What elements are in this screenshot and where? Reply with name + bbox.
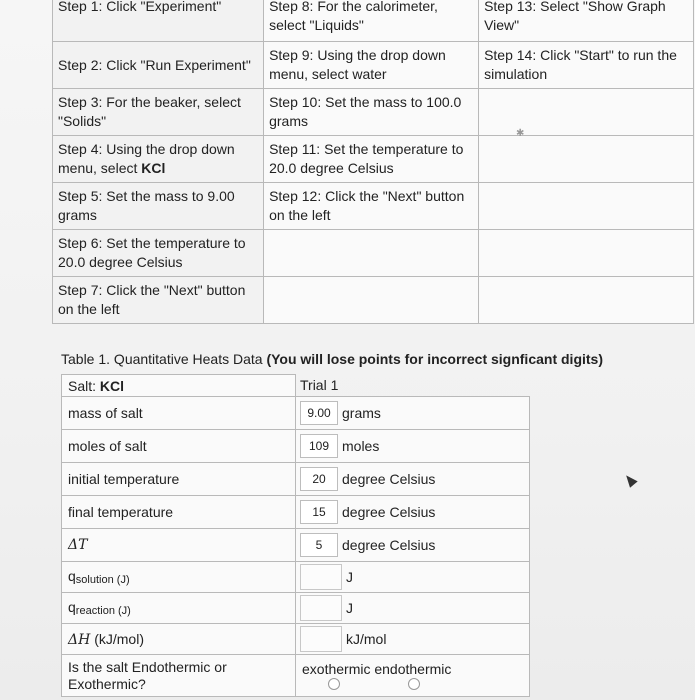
delta-h-symbol: ΔH — [68, 631, 91, 648]
mass-input[interactable]: 9.00 — [300, 401, 338, 425]
row-label: moles of salt — [62, 430, 296, 463]
value-cell — [296, 624, 530, 655]
row-label: final temperature — [62, 496, 296, 529]
step-cell — [479, 183, 694, 230]
delta-t-input[interactable]: 5 — [300, 533, 338, 557]
table-row — [62, 463, 530, 496]
q-subscript: solution — [75, 574, 114, 586]
steps-row — [53, 136, 694, 183]
step-cell: Step 8: For the calorimeter, select "Liquids" — [264, 0, 479, 42]
q-unit: (J) — [113, 574, 130, 586]
q-symbol: q — [68, 568, 76, 584]
unit-label: degree Celsius — [342, 537, 436, 553]
step-cell: Step 14: Click "Start" to run the simulation — [479, 42, 694, 89]
step-cell — [53, 136, 264, 183]
step-cell — [264, 277, 479, 324]
q-reaction-input[interactable] — [300, 595, 342, 621]
table1-title-warning: (You will lose points for incorrect signficant digits) — [266, 351, 603, 367]
final-temp-input[interactable]: 15 — [300, 500, 338, 524]
row-label — [62, 624, 296, 655]
unit-label: grams — [342, 405, 381, 421]
step-cell: Step 13: Select "Show Graph View" — [479, 0, 694, 42]
unit-label: degree Celsius — [342, 471, 436, 487]
table1-title-plain: Table 1. Quantitative Heats Data — [61, 351, 267, 367]
step-cell: Step 5: Set the mass to 9.00 grams — [53, 183, 264, 230]
initial-temp-input[interactable]: 20 — [300, 467, 338, 491]
step-cell — [479, 136, 694, 183]
row-label — [62, 562, 296, 593]
step-cell: Step 11: Set the temperature to 20.0 degree Celsius — [264, 136, 479, 183]
step-cell: Step 10: Set the mass to 100.0 grams — [264, 89, 479, 136]
table-row — [62, 496, 530, 529]
step-cell: Step 1: Click "Experiment" — [53, 0, 264, 42]
steps-row — [53, 89, 694, 136]
delta-h-unit: (kJ/mol) — [90, 630, 144, 647]
step-cell: Step 12: Click the "Next" button on the left — [264, 183, 479, 230]
table-row — [62, 529, 530, 562]
unit-label: kJ/mol — [346, 631, 387, 647]
salt-value: KCl — [99, 377, 125, 394]
table1-title — [61, 351, 603, 367]
step-cell — [479, 230, 694, 277]
q-subscript: reaction — [75, 605, 115, 617]
salt-label-cell — [62, 375, 296, 397]
step-cell — [479, 89, 694, 136]
steps-row — [53, 42, 694, 89]
steps-row — [53, 230, 694, 277]
value-cell — [296, 529, 530, 562]
table-row — [62, 430, 530, 463]
unit-label: degree Celsius — [342, 504, 436, 520]
option-radios — [300, 677, 525, 691]
row-label: mass of salt — [62, 397, 296, 430]
exothermic-label: exothermic — [302, 660, 371, 677]
value-cell — [296, 496, 530, 529]
option-cell — [296, 655, 530, 697]
delta-h-input[interactable] — [300, 626, 342, 652]
q-symbol: q — [68, 599, 76, 615]
steps-row — [53, 183, 694, 230]
unit-label: moles — [342, 438, 380, 454]
value-cell — [296, 430, 530, 463]
step-cell: Step 7: Click the "Next" button on the left — [53, 277, 264, 324]
unit-label: J — [346, 569, 353, 585]
value-cell — [296, 463, 530, 496]
value-cell — [296, 397, 530, 430]
step-cell: Step 9: Using the drop down menu, select water — [264, 42, 479, 89]
q-unit: (J) — [114, 605, 131, 617]
step-cell: Step 6: Set the temperature to 20.0 degree Celsius — [53, 230, 264, 277]
salt-label: Salt: — [68, 377, 100, 394]
steps-table — [52, 0, 694, 324]
step-4-text: Step 4: Using the drop down menu, select KCl — [58, 141, 235, 176]
table-header-row — [62, 375, 530, 397]
speck-mark: ✱ — [516, 128, 525, 139]
row-label: initial temperature — [62, 463, 296, 496]
quantitative-heats-table — [61, 374, 530, 697]
step-cell: Step 2: Click "Run Experiment" — [53, 42, 264, 89]
steps-row — [53, 0, 694, 42]
exothermic-radio[interactable] — [328, 678, 340, 690]
row-label: Is the salt Endothermic or Exothermic? — [62, 655, 296, 697]
kcl-bold: KCl — [141, 160, 166, 176]
row-label: ΔT — [62, 529, 296, 562]
moles-input[interactable]: 109 — [300, 434, 338, 458]
q-solution-input[interactable] — [300, 564, 342, 590]
table-row — [62, 397, 530, 430]
steps-row — [53, 277, 694, 324]
value-cell — [296, 593, 530, 624]
step-cell — [264, 230, 479, 277]
table-row — [62, 655, 530, 697]
endothermic-label: endothermic — [374, 660, 452, 677]
trial-header: Trial 1 — [300, 377, 339, 394]
mouse-cursor-icon — [622, 472, 637, 488]
step-cell: Step 3: For the beaker, select "Solids" — [53, 89, 264, 136]
table-row — [62, 562, 530, 593]
table-row — [62, 624, 530, 655]
step-cell — [479, 277, 694, 324]
option-labels — [300, 661, 525, 677]
unit-label: J — [346, 600, 353, 616]
row-label — [62, 593, 296, 624]
table-row — [62, 593, 530, 624]
value-cell — [296, 562, 530, 593]
endothermic-radio[interactable] — [408, 678, 420, 690]
